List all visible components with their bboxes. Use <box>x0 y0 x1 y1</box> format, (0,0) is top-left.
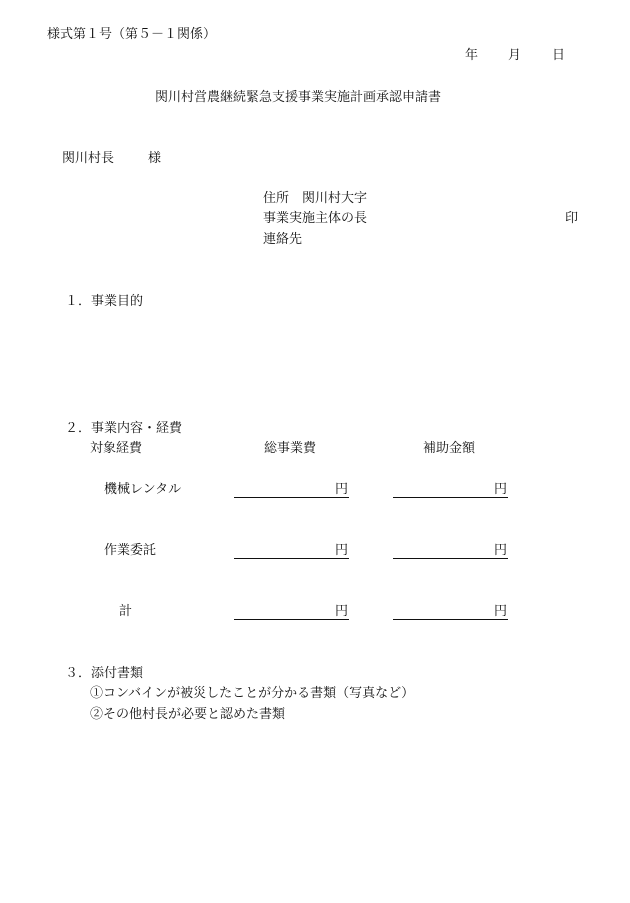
subsidy-yen-unit: 円 <box>493 482 507 497</box>
total-yen-unit: 円 <box>334 543 348 558</box>
section1-heading: １．事業目的 <box>65 294 144 309</box>
row-label-total: 計 <box>119 604 133 619</box>
subsidy-amount-line <box>393 619 508 620</box>
date-day: 日 <box>552 48 566 63</box>
row-label: 作業委託 <box>104 543 157 558</box>
subsidy-yen-unit: 円 <box>493 543 507 558</box>
total-yen-unit: 円 <box>334 604 348 619</box>
col-header-subsidy: 補助金額 <box>423 441 476 456</box>
attachment-item: ②その他村長が必要と認めた書類 <box>90 707 286 722</box>
total-amount-line <box>234 497 349 498</box>
date-year: 年 <box>465 48 479 63</box>
attachment-item: ①コンバインが被災したことが分かる書類（写真など） <box>90 686 415 701</box>
col-header-target: 対象経費 <box>90 441 143 456</box>
form-number: 様式第１号（第５－１関係） <box>47 27 217 42</box>
applicant-head: 事業実施主体の長 <box>263 211 368 226</box>
addressee-honorific: 様 <box>148 151 162 166</box>
subsidy-amount-line <box>393 558 508 559</box>
applicant-contact: 連絡先 <box>263 232 303 247</box>
col-header-total: 総事業費 <box>264 441 317 456</box>
total-amount-line <box>234 619 349 620</box>
date-month: 月 <box>508 48 522 63</box>
row-label: 機械レンタル <box>104 482 182 497</box>
total-yen-unit: 円 <box>334 482 348 497</box>
seal-mark: 印 <box>565 211 579 226</box>
total-amount-line <box>234 558 349 559</box>
subsidy-amount-line <box>393 497 508 498</box>
subsidy-yen-unit: 円 <box>493 604 507 619</box>
section3-heading: ３．添付書類 <box>65 666 144 681</box>
section2-heading: ２．事業内容・経費 <box>65 421 183 436</box>
applicant-address: 住所 関川村大字 <box>263 191 368 206</box>
document-title: 関川村営農継続緊急支援事業実施計画承認申請書 <box>155 90 442 105</box>
addressee-name: 関川村長 <box>62 151 115 166</box>
